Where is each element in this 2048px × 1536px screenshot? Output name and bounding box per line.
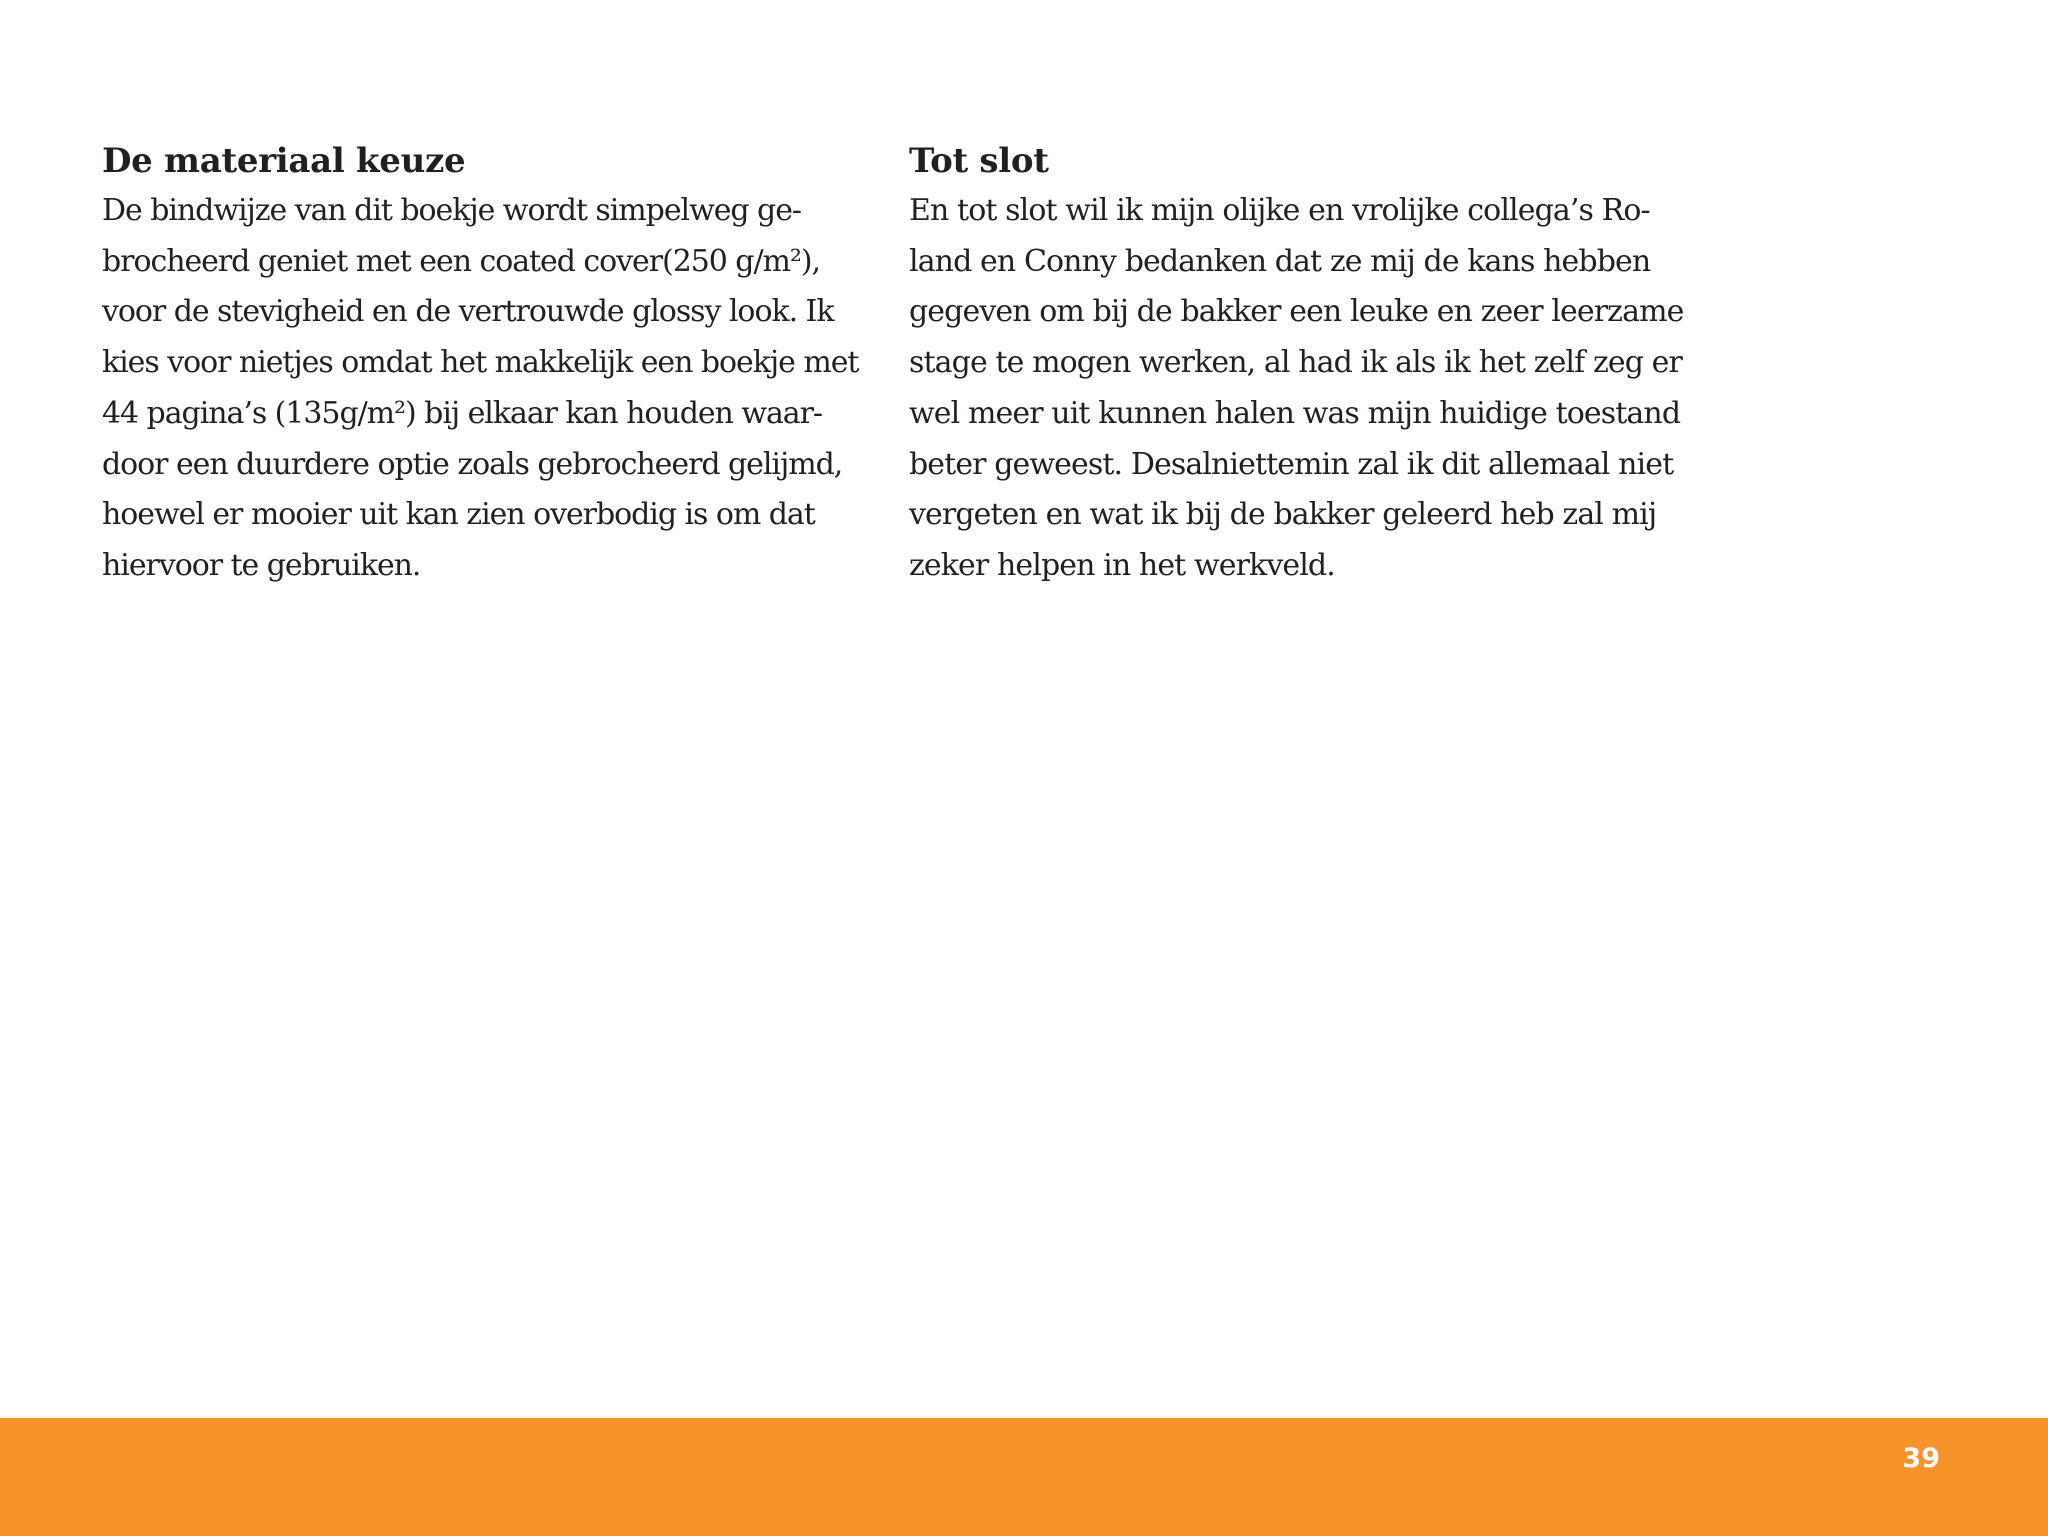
body-line: 44 pagina’s (135g/m²) bij elkaar kan houden waar- xyxy=(102,395,822,431)
body-line: stage te mogen werken, al had ik als ik het zelf zeg er xyxy=(909,345,1682,381)
body-line: beter geweest. Desalniettemin zal ik dit allemaal niet xyxy=(909,446,1674,482)
body-line: hiervoor te gebruiken. xyxy=(102,547,421,583)
page-number: 39 xyxy=(1902,1443,1940,1474)
section-tot-slot xyxy=(909,136,1689,592)
body-line: hoewel er mooier uit kan zien overbodig is om dat xyxy=(102,497,815,533)
section-materiaal-keuze xyxy=(102,136,882,592)
body-line: door een duurdere optie zoals gebrocheerd gelijmd, xyxy=(102,446,843,482)
footer-bar xyxy=(0,1418,2048,1536)
body-line: voor de stevigheid en de vertrouwde glossy look. Ik xyxy=(102,294,834,330)
body-line: zeker helpen in het werkveld. xyxy=(909,547,1335,583)
body-line: brocheerd geniet met een coated cover(250 g/m²), xyxy=(102,243,821,279)
section-heading: Tot slot xyxy=(909,141,1049,181)
body-line: kies voor nietjes omdat het makkelijk een boekje met xyxy=(102,345,859,381)
section-body xyxy=(909,186,1689,592)
body-line: land en Conny bedanken dat ze mij de kans hebben xyxy=(909,243,1651,279)
body-line: De bindwijze van dit boekje wordt simpelweg ge- xyxy=(102,193,801,228)
body-line: gegeven om bij de bakker een leuke en zeer leerzame xyxy=(909,294,1684,330)
body-line: En tot slot wil ik mijn olijke en vrolijke collega’s Ro- xyxy=(909,193,1650,228)
body-line: vergeten en wat ik bij de bakker geleerd heb zal mij xyxy=(909,497,1657,533)
section-heading: De materiaal keuze xyxy=(102,141,466,181)
body-line: wel meer uit kunnen halen was mijn huidige toestand xyxy=(909,395,1681,431)
section-body xyxy=(102,186,882,592)
